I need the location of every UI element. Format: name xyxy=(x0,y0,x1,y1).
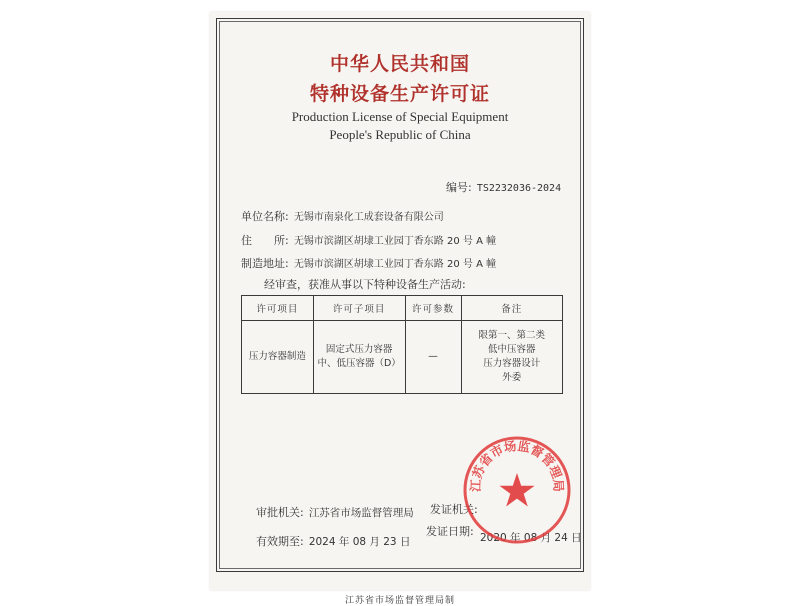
approval-authority-value: 江苏省市场监督管理局 xyxy=(308,507,414,519)
approval-authority-row xyxy=(256,501,414,520)
approval-authority-label: 审批机关: xyxy=(256,506,304,519)
manufacturing-address-value: 无锡市滨湖区胡埭工业园丁香东路 20 号 A 幢 xyxy=(293,259,497,270)
title-en-line1: Production License of Special Equipment xyxy=(291,109,509,124)
address-value: 无锡市滨湖区胡埭工业园丁香东路 20 号 A 幢 xyxy=(293,236,497,247)
official-seal-stamp xyxy=(462,435,572,545)
permit-table xyxy=(241,295,563,394)
seal-text: 江苏省市场监督管理局 xyxy=(467,438,567,493)
header-note: 备注 xyxy=(461,296,562,321)
cell-permit-parameter: — xyxy=(405,321,461,394)
note-line2: 低中压容器 xyxy=(488,344,536,355)
seal-star-icon xyxy=(499,473,534,507)
permit-table-header xyxy=(242,296,563,321)
validity-row xyxy=(256,530,410,549)
manufacturing-address-row xyxy=(241,252,496,271)
sub-item-line1: 固定式压力容器 xyxy=(325,344,393,355)
license-number xyxy=(446,176,561,195)
header-permit-sub-item: 许可子项目 xyxy=(313,296,405,321)
unit-name-value: 无锡市南泉化工成套设备有限公司 xyxy=(293,212,444,223)
table-row xyxy=(242,321,563,394)
license-number-value: TS2232036-2024 xyxy=(476,183,562,194)
note-line4: 外委 xyxy=(502,372,522,383)
address-label: 住 所: xyxy=(241,234,289,247)
header-permit-item: 许可项目 xyxy=(242,296,314,321)
cell-permit-sub-item xyxy=(313,321,405,394)
manufacturing-address-label: 制造地址: xyxy=(241,257,289,270)
title-cn-line1: 中华人民共和国 xyxy=(329,53,470,75)
validity-label: 有效期至: xyxy=(256,535,304,548)
unit-name-label: 单位名称: xyxy=(241,210,289,223)
title-cn-line2: 特种设备生产许可证 xyxy=(309,83,490,105)
license-certificate xyxy=(210,12,590,606)
issue-date-value: 2020 年 08 月 24 日 xyxy=(480,532,582,544)
license-number-label: 编号: xyxy=(446,181,472,194)
certificate-footer: 江苏省市场监督管理局制 xyxy=(344,596,455,606)
issuing-authority-label: 发证机关: xyxy=(430,503,478,516)
issue-date-label: 发证日期: xyxy=(426,525,474,538)
header-permit-parameter: 许可参数 xyxy=(405,296,461,321)
cell-note xyxy=(461,321,562,394)
title-en-line2: People's Republic of China xyxy=(329,127,471,142)
sub-item-line2: 中、低压容器（D） xyxy=(317,358,401,369)
cell-permit-item: 压力容器制造 xyxy=(242,321,314,394)
note-line3: 压力容器设计 xyxy=(483,358,541,369)
validity-value: 2024 年 08 月 23 日 xyxy=(308,536,411,548)
address-row xyxy=(241,229,496,248)
note-line1: 限第一、第二类 xyxy=(478,330,546,341)
approval-statement: 经审查，获准从事以下特种设备生产活动: xyxy=(264,278,466,291)
unit-name-row xyxy=(241,205,444,224)
